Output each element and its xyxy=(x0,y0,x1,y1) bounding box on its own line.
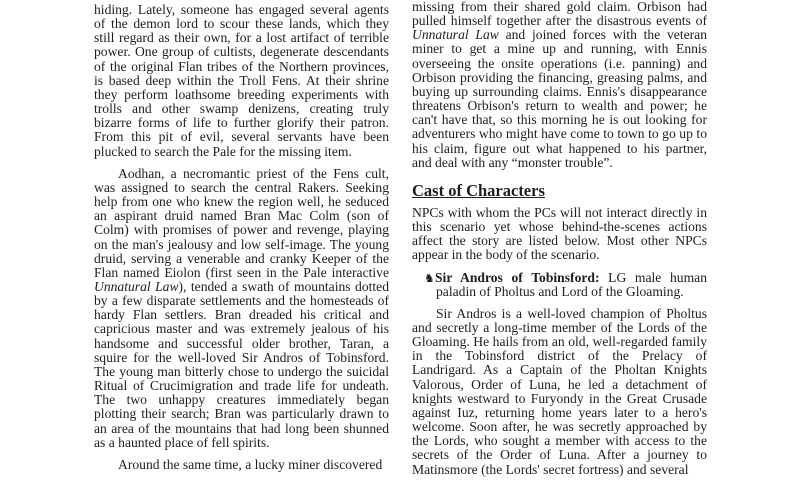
italic-title: Unnatural Law xyxy=(94,278,179,294)
paragraph-miner: Around the same time, a lucky miner discovered xyxy=(118,456,383,472)
right-column xyxy=(412,0,707,485)
knight-icon: ♞ xyxy=(424,270,435,285)
text: ), tended a swath of mountains dotted by a few disparate settlements and the homesteads of hardy Flan settlers. Bran dreaded his critical and capricious master and was extremely jealous of his handsome and successful older brother, Taran, a squire for the well-loved Sir Andros of Tobinsford. The young man bitterly chose to undergo the suicidal Ritual of Crucimigration and trade life for undeath. The two unhappy creatures immediately began plotting their search; Bran was particularly drawn to an area of the mountains that had long been shunned as a haunted place of fell spirits. xyxy=(94,278,389,450)
paragraph-npcs: NPCs with whom the PCs will not interact directly in this scenario yet whose behind-the-scenes actions affect the story are listed below. Most other NPCs appear in the body of the scenario. xyxy=(412,204,707,263)
npc-stat-line xyxy=(424,271,707,299)
section-heading: Cast of Characters xyxy=(412,180,545,200)
text: and joined forces with the veteran miner to get a mine up and running, with Ennis overseeing the onsite operations (i.e. panning) and Orbison providing the financing, greasing palms, and buying up surrounding claims. Ennis's disappearance threatens Orbison's return to wealth and power; he can't have that, so this morning he is out looking for adventurers who might have come to town to go up to his claim, figure out what happened to his partner, and deal with any “monster trouble”. xyxy=(412,27,708,170)
paragraph-orbison xyxy=(412,0,707,170)
npc-description: LG male human paladin of Pholtus and Lord of the Gloaming. xyxy=(436,269,707,299)
npc-name: Sir Andros of Tobinsford: xyxy=(435,269,600,285)
paragraph-aodhan xyxy=(94,167,389,450)
text: missing from their shared gold claim. Orbison had pulled himself together after the disastrous events of xyxy=(412,0,707,29)
italic-title: Unnatural Law xyxy=(412,27,499,43)
paragraph-sir-andros: Sir Andros is a well-loved champion of Pholtus and secretly a long-time member of the Lords of the Gloaming. He hails from an old, well-regarded family in the Tobinsford district of the Prelacy of Landrigard. As a Captain of the Pholtan Knights Valorous, Order of Luna, he led a detachment of knights westward to Furyondy in the Great Crusade against Iuz, returning home years later to a hero's welcome. Soon after, he was secretly approached by the Lords, who sought a member with access to the secrets of the Order of Luna. After a journey to Matinsmore (the Lords' secret fortress) and several xyxy=(412,305,707,477)
text: Aodhan, a necromantic priest of the Fens cult, was assigned to search the central Rakers. Seeking help from one who knew the region well, he seduced an aspirant druid named Bran Mac Colm (son of Colm) with promises of power and revenge, playing on the man's jealousy and low self-image. The young druid, serving a venerable and cranky Keeper of the Flan named Eiolon (first seen in the Pale interactive xyxy=(94,165,389,280)
left-column xyxy=(94,3,389,480)
paragraph-cult: hiding. Lately, someone has engaged several agents of the demon lord to scour these lands, which they still regard as their own, for a lost artifact of terrible power. One group of cultists, degenerate descendants of the original Flan tribes of the Northern provinces, is based deep within the Troll Fens. At their shrine they perform loathsome breeding experiments with trolls and other swamp denizens, creating truly bizarre forms of life to further glorify their patron. From this pit of evil, several servants have been plucked to search the Pale for the missing item. xyxy=(94,2,389,159)
